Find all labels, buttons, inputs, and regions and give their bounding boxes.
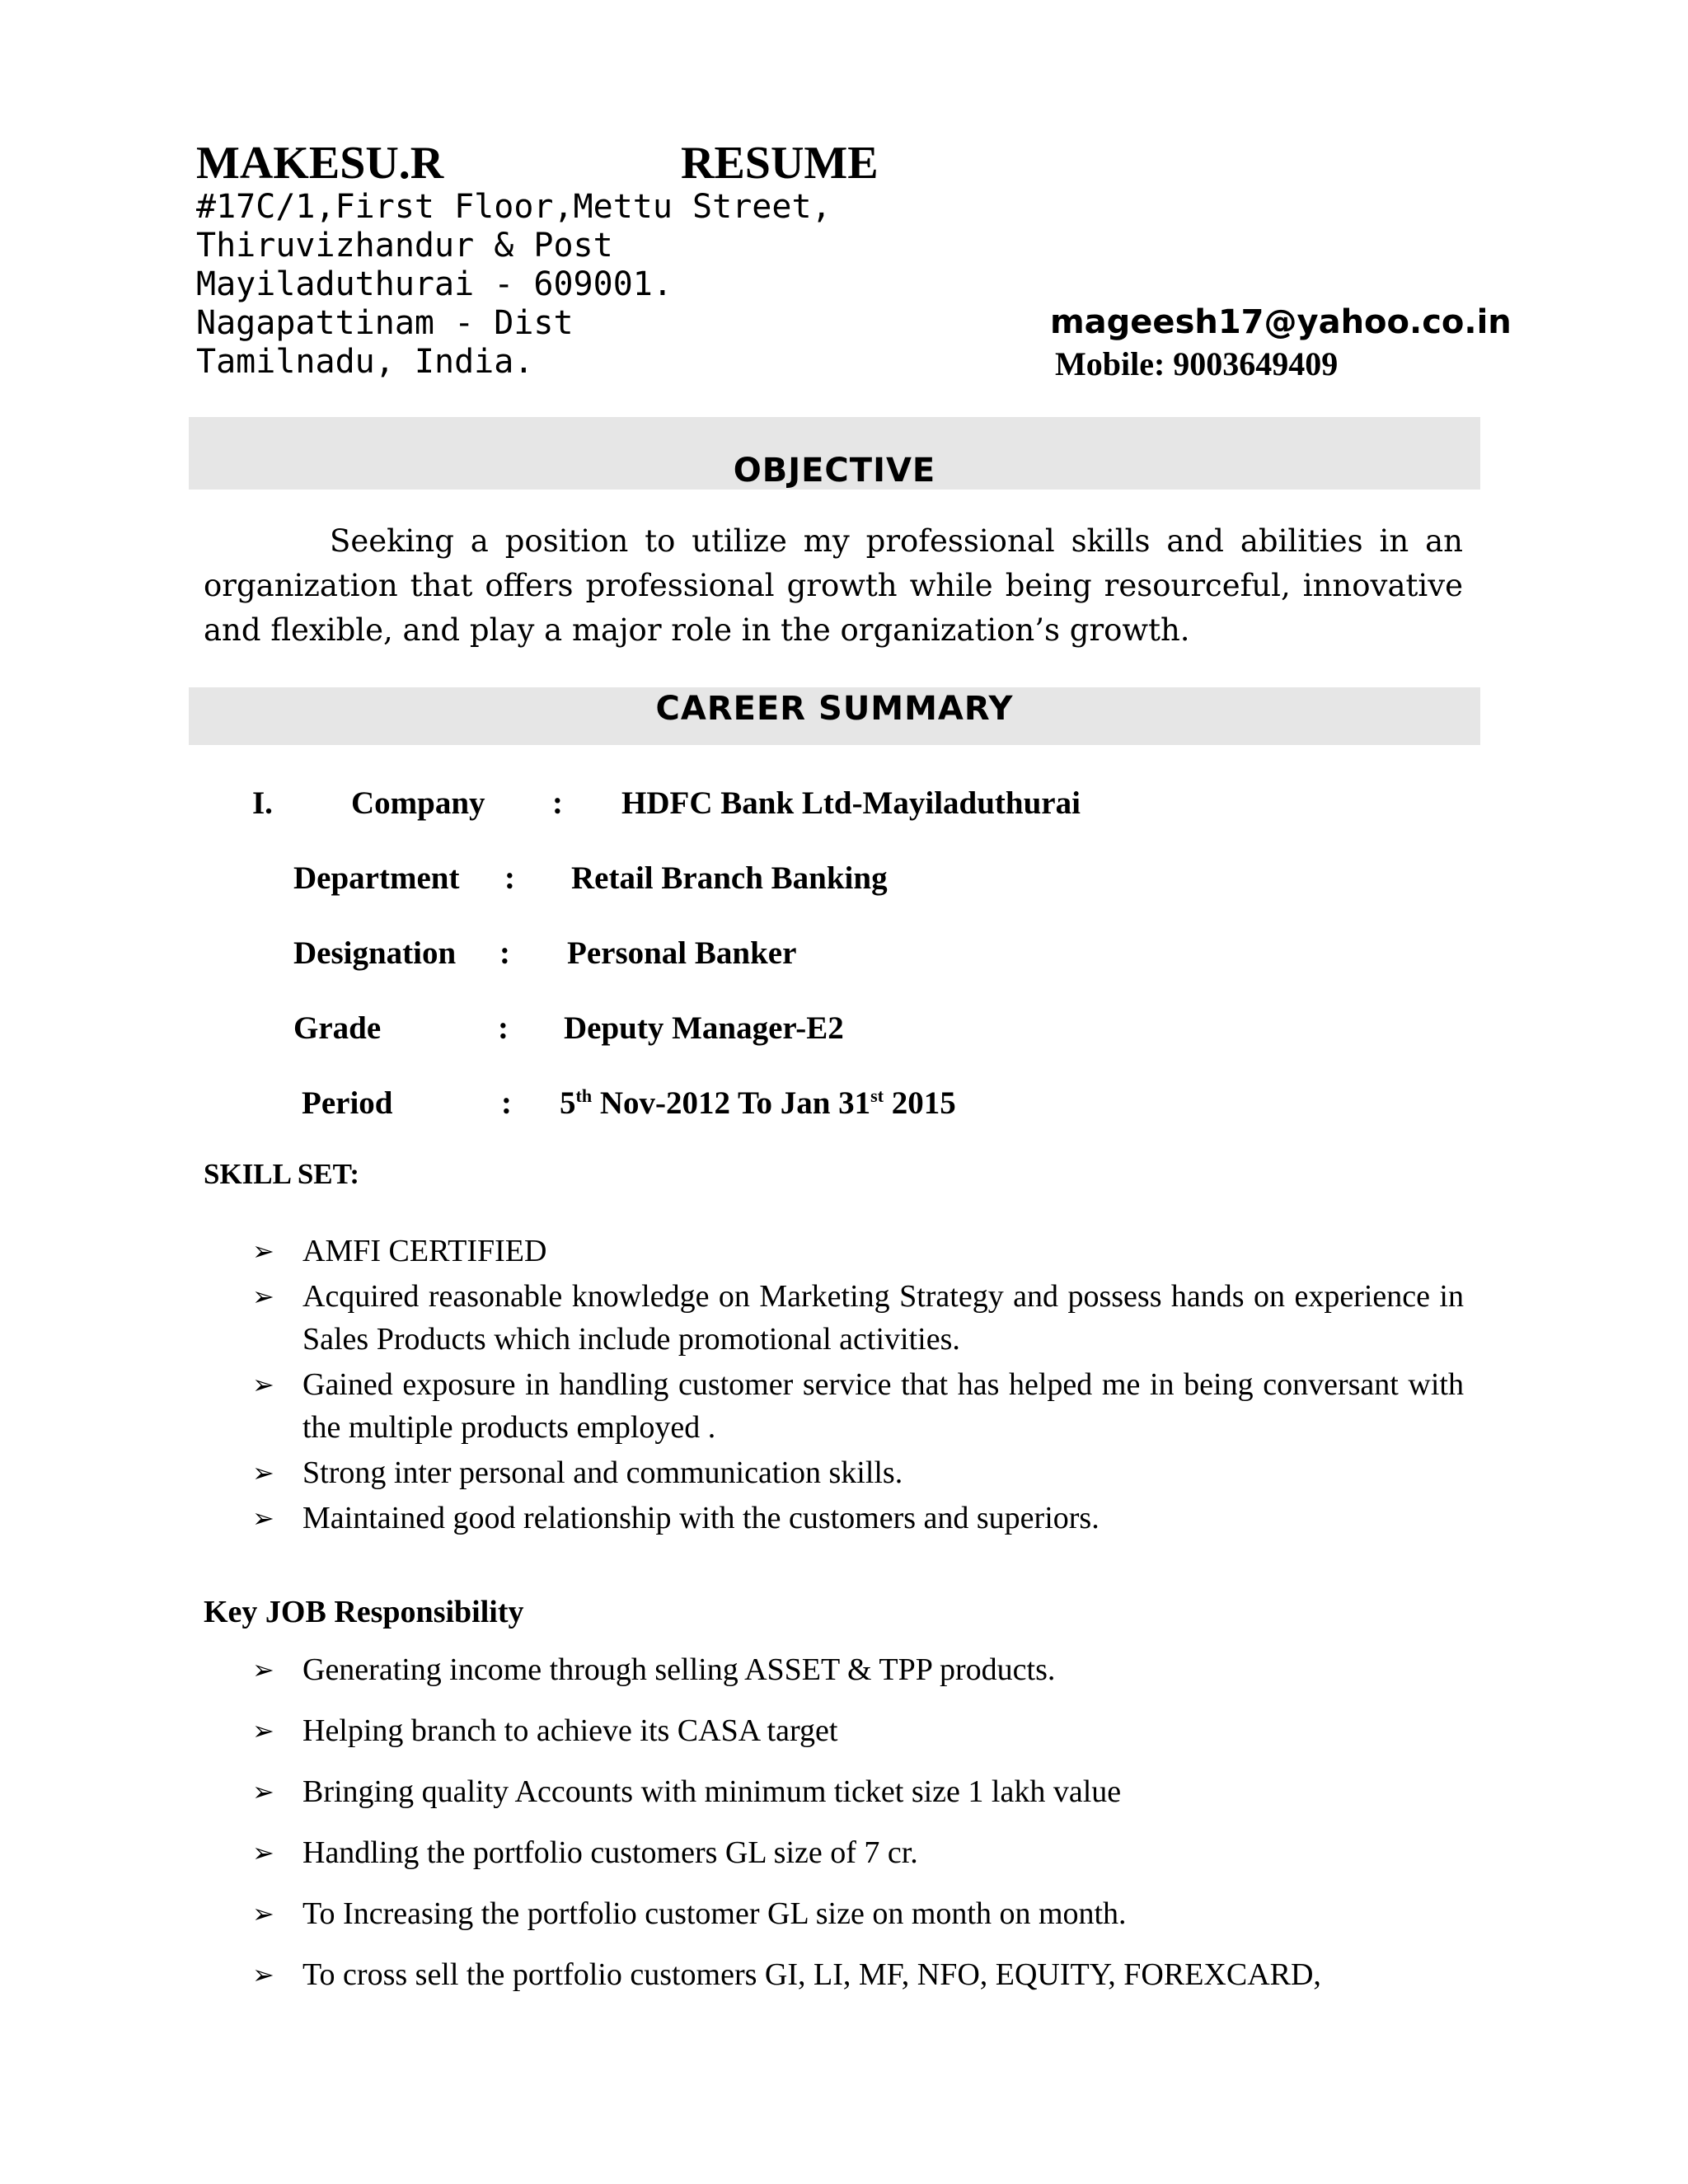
company-label: Company (351, 785, 485, 821)
period-colon: : (501, 1085, 512, 1121)
candidate-name: MAKESU.R (196, 138, 444, 189)
address-line-2: Thiruvizhandur & Post (196, 227, 613, 265)
career-summary-title: CAREER SUMMARY (655, 690, 1014, 728)
arrow-bullet-icon: ➢ (252, 1369, 274, 1400)
list-item: ➢ Strong inter personal and communication skills. (252, 1451, 1464, 1494)
list-item: ➢ Bringing quality Accounts with minimum ticket size 1 lakh value (252, 1770, 1464, 1813)
arrow-bullet-icon: ➢ (252, 1457, 274, 1488)
department-colon: : (504, 860, 515, 896)
email-address: mageesh17@yahoo.co.in (1050, 303, 1512, 341)
responsibility-heading: Key JOB Responsibility (204, 1595, 524, 1629)
department-value: Retail Branch Banking (571, 860, 888, 896)
skill-set-heading: SKILL SET: (204, 1158, 360, 1190)
address-line-1: #17C/1,First Floor,Mettu Street, (196, 188, 832, 226)
arrow-bullet-icon: ➢ (252, 1837, 274, 1868)
company-colon: : (552, 785, 563, 821)
career-summary-header-band (189, 687, 1480, 745)
department-label: Department (293, 860, 460, 896)
skill-set-list (252, 1230, 1464, 1540)
list-item: ➢ AMFI CERTIFIED (252, 1230, 1464, 1272)
arrow-bullet-icon: ➢ (252, 1776, 274, 1807)
document-title: RESUME (681, 138, 879, 189)
arrow-bullet-icon: ➢ (252, 1502, 274, 1534)
designation-value: Personal Banker (567, 935, 797, 971)
objective-title: OBJECTIVE (733, 452, 936, 490)
arrow-bullet-icon: ➢ (252, 1281, 274, 1312)
list-item: ➢ Generating income through selling ASSET & TPP products. (252, 1648, 1464, 1691)
objective-text: Seeking a position to utilize my professional skills and abilities in an organization that offers professional growth while being resourceful, innovative and flexible, and play a major role in the organization’s growth. (204, 523, 1463, 648)
address-line-5: Tamilnadu, India. (196, 343, 534, 381)
arrow-bullet-icon: ➢ (252, 1654, 274, 1685)
company-value: HDFC Bank Ltd-Mayiladuthurai (621, 785, 1081, 821)
period-value: 5th Nov-2012 To Jan 31st 2015 (560, 1085, 956, 1121)
arrow-bullet-icon: ➢ (252, 1235, 274, 1267)
period-label: Period (302, 1085, 393, 1121)
designation-colon: : (499, 935, 510, 971)
career-index: I. (252, 785, 273, 821)
grade-colon: : (498, 1010, 509, 1046)
list-item: ➢ Gained exposure in handling customer service that has helped me in being conversant with the multiple products employed . (252, 1363, 1464, 1449)
list-item: ➢ Maintained good relationship with the customers and superiors. (252, 1497, 1464, 1540)
address-line-4: Nagapattinam - Dist (196, 304, 574, 342)
arrow-bullet-icon: ➢ (252, 1898, 274, 1929)
objective-header-band (189, 417, 1480, 490)
address-line-3: Mayiladuthurai - 609001. (196, 265, 673, 303)
arrow-bullet-icon: ➢ (252, 1715, 274, 1746)
list-item: ➢ To cross sell the portfolio customers GI, LI, MF, NFO, EQUITY, FOREXCARD, (252, 1953, 1464, 1996)
responsibility-list (252, 1648, 1464, 1996)
list-item: ➢ Helping branch to achieve its CASA target (252, 1709, 1464, 1752)
grade-value: Deputy Manager-E2 (564, 1010, 844, 1046)
grade-label: Grade (293, 1010, 382, 1046)
list-item: ➢ To Increasing the portfolio customer GL size on month on month. (252, 1892, 1464, 1935)
list-item: ➢ Acquired reasonable knowledge on Marketing Strategy and possess hands on experience in Sales Products which include promotional activities. (252, 1275, 1464, 1361)
arrow-bullet-icon: ➢ (252, 1959, 274, 1990)
designation-label: Designation (293, 935, 457, 971)
list-item: ➢ Handling the portfolio customers GL size of 7 cr. (252, 1831, 1464, 1874)
mobile-number: Mobile: 9003649409 (1055, 345, 1339, 382)
